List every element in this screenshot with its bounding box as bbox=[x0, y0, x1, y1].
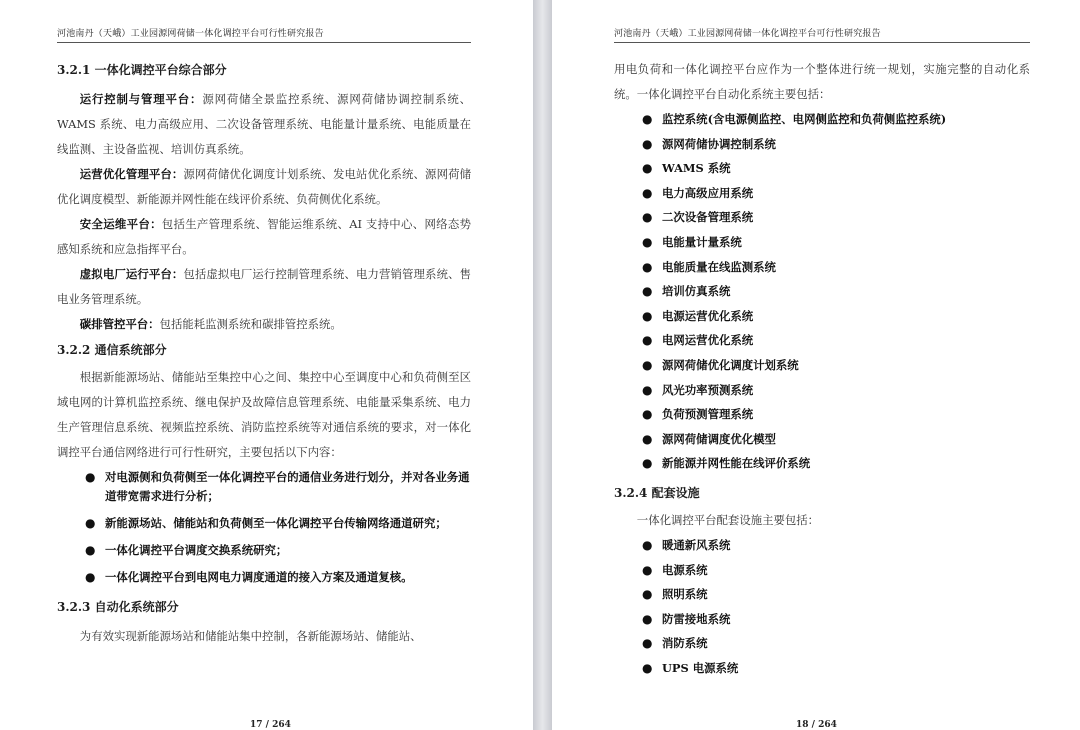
list-item bbox=[57, 565, 471, 592]
list-item-text: 电能质量在线监测系统 bbox=[662, 259, 776, 274]
list-item bbox=[614, 328, 1030, 353]
bullet-dot: ● bbox=[642, 562, 653, 577]
running-header: 河池南丹（天峨）工业园源网荷储一体化调控平台可行性研究报告 bbox=[57, 26, 471, 43]
section-title-3-2-3: 3.2.3 自动化系统部分 bbox=[57, 600, 179, 614]
paragraph-communication: 根据新能源场站、储能站至集控中心之间、集控中心至调度中心和负荷侧至区域电网的计算机监控系统、继电保护及故障信息管理系统、电能量采集系统、电力生产管理信息系统、视频监控系统、消防监控系统等对通信系统的要求，对一体化调控平台通信网络进行可行性研究，主要包括以下内容： bbox=[57, 370, 471, 459]
bullet-dot: ● bbox=[642, 357, 653, 372]
page-number: 18 / 264 bbox=[796, 720, 837, 730]
list-item-text: 风光功率预测系统 bbox=[662, 382, 754, 397]
list-item-text: 培训仿真系统 bbox=[662, 284, 731, 299]
list-item-text: 源网荷储协调控制系统 bbox=[662, 136, 776, 151]
list-item bbox=[614, 656, 1030, 681]
paragraph-facilities: 一体化调控平台配套设施主要包括： bbox=[636, 512, 820, 527]
list-item-text: 防雷接地系统 bbox=[662, 611, 731, 626]
list-item-text: 一体化调控平台调度交换系统研究； bbox=[105, 543, 288, 557]
list-item-text: 电网运营优化系统 bbox=[662, 333, 754, 348]
bullet-dot: ● bbox=[642, 660, 653, 675]
list-item bbox=[614, 533, 1030, 558]
left-page bbox=[0, 0, 533, 730]
automation-bullet-list bbox=[614, 107, 1030, 476]
bullet-dot: ● bbox=[642, 636, 653, 651]
communication-bullet-list bbox=[57, 465, 471, 592]
paragraph-safety-ops bbox=[57, 212, 471, 262]
paragraph-operation-optimization bbox=[57, 162, 471, 212]
bullet-dot: ● bbox=[642, 333, 653, 348]
bullet-dot: ● bbox=[642, 587, 653, 602]
bullet-dot: ● bbox=[642, 611, 653, 626]
paragraph-carbon bbox=[57, 312, 471, 337]
list-item-text: 源网荷储优化调度计划系统 bbox=[662, 357, 799, 372]
paragraph-run-control bbox=[57, 87, 471, 162]
para-text: 包括能耗监测系统和碳排管控系统。 bbox=[159, 317, 342, 331]
list-item bbox=[614, 402, 1030, 427]
list-item-text: 照明系统 bbox=[662, 587, 708, 602]
list-item bbox=[57, 465, 471, 511]
right-page bbox=[552, 0, 1080, 730]
paragraph-automation-continued: 用电负荷和一体化调控平台应作为一个整体进行统一规划，实施完整的自动化系统。一体化调控平台自动化系统主要包括： bbox=[614, 62, 1030, 101]
list-item-text: 一体化调控平台到电网电力调度通道的接入方案及通道复核。 bbox=[105, 570, 413, 584]
list-item-text: WAMS 系统 bbox=[662, 161, 731, 176]
bullet-dot: ● bbox=[642, 284, 653, 299]
list-item-text: 负荷预测管理系统 bbox=[662, 407, 754, 422]
bullet-dot: ● bbox=[642, 161, 653, 176]
bullet-dot: ● bbox=[85, 516, 96, 530]
para-text: 包括虚拟电厂运行控制管理系统、电力营销管理系统、售电业务管理系统。 bbox=[57, 267, 471, 306]
list-item bbox=[614, 205, 1030, 230]
list-item bbox=[614, 353, 1030, 378]
list-item-text: 电力高级应用系统 bbox=[662, 185, 754, 200]
list-item bbox=[614, 451, 1030, 476]
list-item bbox=[614, 156, 1030, 181]
para-lead: 运行控制与管理平台： bbox=[79, 92, 203, 106]
bullet-dot: ● bbox=[642, 431, 653, 446]
bullet-dot: ● bbox=[642, 210, 653, 225]
bullet-dot: ● bbox=[642, 308, 653, 323]
list-item bbox=[614, 255, 1030, 280]
para-text: 包括生产管理系统、智能运维系统、AI 支持中心、网络态势感知系统和应急指挥平台。 bbox=[57, 217, 471, 256]
list-item bbox=[614, 427, 1030, 452]
list-item bbox=[614, 230, 1030, 255]
facilities-bullet-list bbox=[614, 533, 1030, 681]
bullet-dot: ● bbox=[85, 470, 96, 484]
para-text: 源网荷储优化调度计划系统、发电站优化系统、源网荷储优化调度模型、新能源并网性能在线评价系统、负荷侧优化系统。 bbox=[57, 167, 471, 206]
list-item bbox=[614, 279, 1030, 304]
list-item-text: 新能源场站、储能站和负荷侧至一体化调控平台传输网络通道研究； bbox=[105, 516, 447, 530]
list-item bbox=[614, 107, 1030, 132]
para-lead: 碳排管控平台： bbox=[79, 317, 160, 331]
bullet-dot: ● bbox=[642, 234, 653, 249]
bullet-dot: ● bbox=[642, 185, 653, 200]
list-item bbox=[614, 132, 1030, 157]
para-lead: 安全运维平台： bbox=[79, 217, 162, 231]
list-item bbox=[614, 304, 1030, 329]
bullet-dot: ● bbox=[642, 112, 653, 126]
bullet-dot: ● bbox=[85, 570, 96, 584]
list-item-text: 源网荷储调度优化模型 bbox=[662, 431, 776, 446]
list-item-text: 新能源并网性能在线评价系统 bbox=[662, 456, 811, 471]
para-lead: 虚拟电厂运行平台： bbox=[79, 267, 184, 281]
list-item bbox=[57, 538, 471, 565]
section-title-3-2-2: 3.2.2 通信系统部分 bbox=[57, 343, 167, 357]
list-item-text: 监控系统(含电源侧监控、电网侧监控和负荷侧监控系统) bbox=[662, 112, 947, 126]
list-item-text: 电源运营优化系统 bbox=[662, 308, 754, 323]
section-title-3-2-4: 3.2.4 配套设施 bbox=[614, 485, 700, 500]
list-item bbox=[614, 378, 1030, 403]
para-text: 源网荷储全景监控系统、源网荷储协调控制系统、WAMS 系统、电力高级应用、二次设备管理系统、电能量计量系统、电能质量在线监测、主设备监视、培训仿真系统。 bbox=[57, 92, 471, 156]
page-number: 17 / 264 bbox=[250, 720, 291, 730]
bullet-dot: ● bbox=[642, 456, 653, 471]
list-item-text: 对电源侧和负荷侧至一体化调控平台的通信业务进行划分，并对各业务通道带宽需求进行分析； bbox=[105, 470, 470, 503]
list-item-text: 暖通新风系统 bbox=[662, 537, 731, 552]
para-lead: 运营优化管理平台： bbox=[79, 167, 184, 181]
list-item bbox=[614, 607, 1030, 632]
list-item bbox=[614, 558, 1030, 583]
list-item-text: 电能量计量系统 bbox=[662, 234, 742, 249]
list-item-text: 消防系统 bbox=[662, 636, 708, 651]
running-header: 河池南丹（天峨）工业园源网荷储一体化调控平台可行性研究报告 bbox=[614, 26, 1030, 43]
list-item-text: 二次设备管理系统 bbox=[662, 210, 754, 225]
list-item bbox=[614, 582, 1030, 607]
bullet-dot: ● bbox=[642, 136, 653, 151]
section-title-3-2-1: 3.2.1 一体化调控平台综合部分 bbox=[57, 63, 227, 77]
bullet-dot: ● bbox=[642, 382, 653, 397]
paragraph-automation: 为有效实现新能源场站和储能站集中控制，各新能源场站、储能站、 bbox=[79, 629, 422, 643]
bullet-dot: ● bbox=[642, 407, 653, 422]
list-item bbox=[614, 181, 1030, 206]
paragraph-virtual-plant bbox=[57, 262, 471, 312]
list-item-text: UPS 电源系统 bbox=[662, 660, 739, 675]
list-item bbox=[57, 511, 471, 538]
bullet-dot: ● bbox=[642, 259, 653, 274]
bullet-dot: ● bbox=[85, 543, 96, 557]
page-gutter bbox=[533, 0, 552, 730]
list-item bbox=[614, 631, 1030, 656]
bullet-dot: ● bbox=[642, 537, 653, 552]
list-item-text: 电源系统 bbox=[662, 562, 708, 577]
